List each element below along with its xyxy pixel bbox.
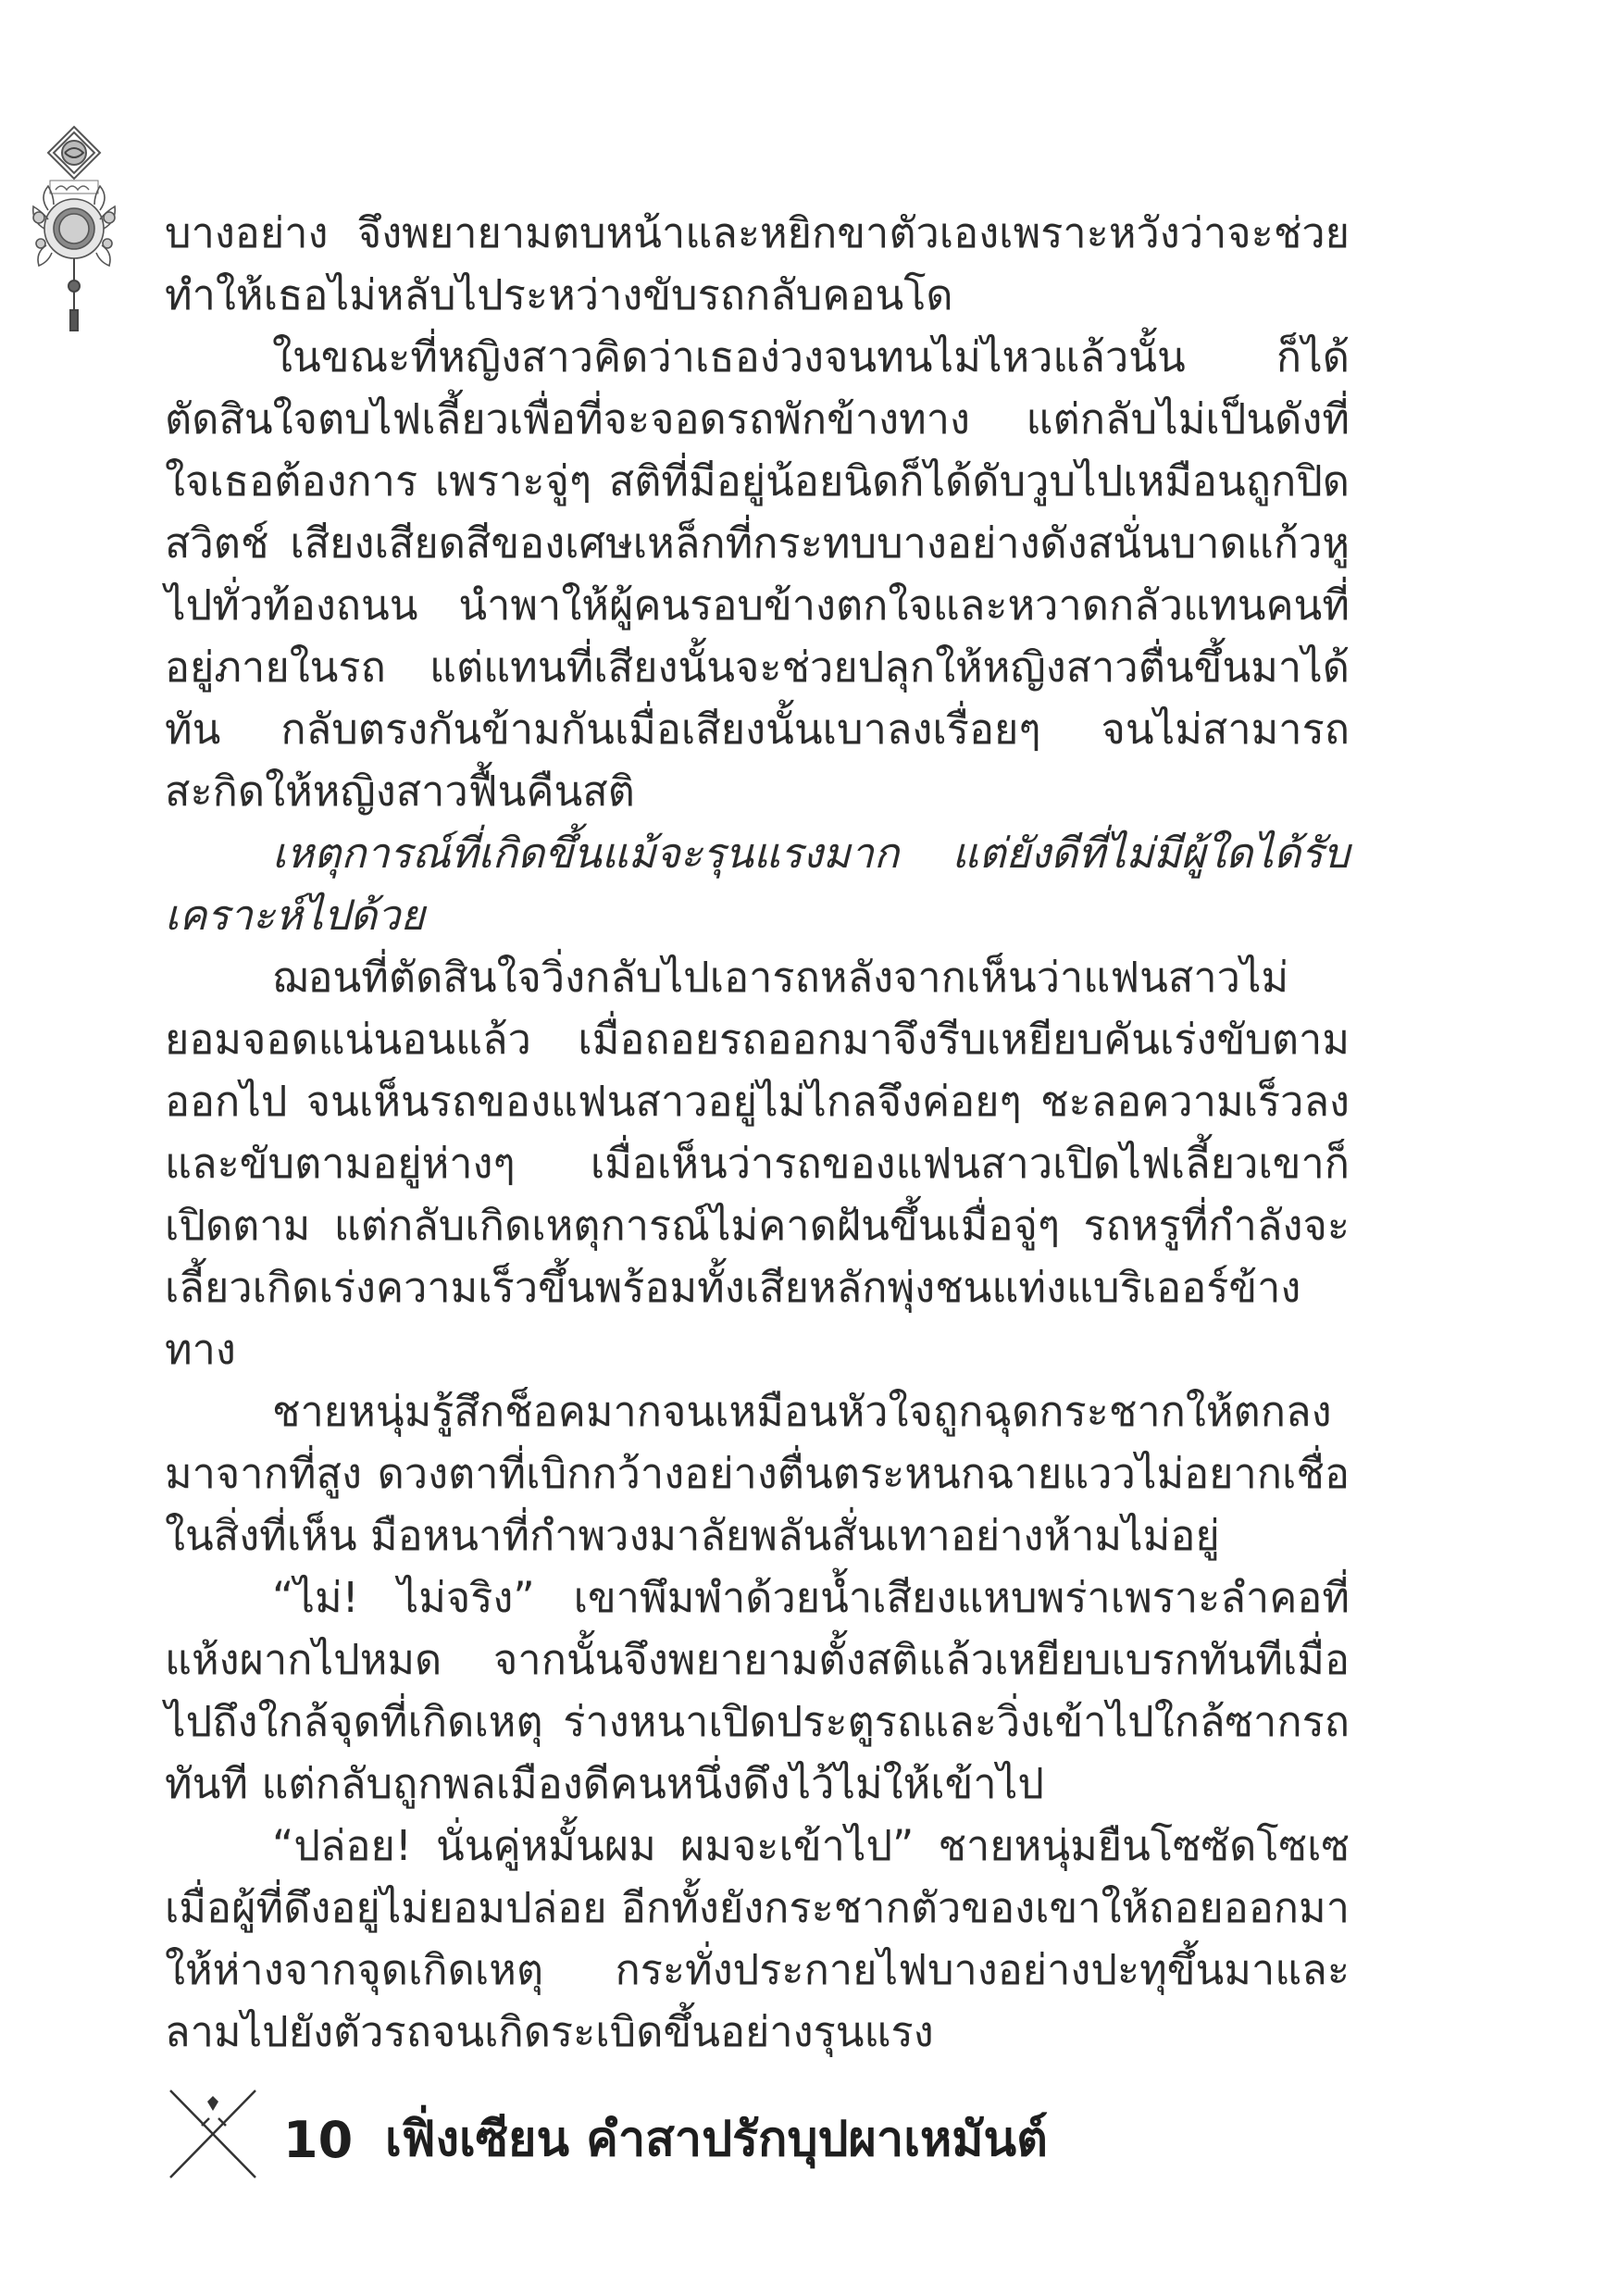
- floral-emblem-icon: [28, 125, 157, 347]
- page-number: 10: [283, 2111, 354, 2169]
- page-footer: [163, 2083, 1181, 2194]
- paragraph-3: เหตุการณ์ที่เกิดขึ้นแม้จะรุนแรงมาก แต่ยังดีที่ไม่มีผู้ใดได้รับเคราะห์ไปด้วย: [165, 829, 1350, 940]
- paragraph-2: ในขณะที่หญิงสาวคิดว่าเธอง่วงจนทนไม่ไหวแล้วนั้น ก็ได้ตัดสินใจตบไฟเลี้ยวเพื่อที่จะจอดรถพักข้างทาง แต่กลับไม่เป็นดังที่ใจเธอต้องการ เพราะจู่ๆ สติที่มีอยู่น้อยนิดก็ได้ดับวูบไปเหมือนถูกปิดสวิตช์ เสียงเสียดสีของเศษเหล็กที่กระทบบางอย่างดังสนั่นบาดแก้วหูไปทั่วท้องถนน นำพาให้ผู้คนรอบข้างตกใจและหวาดกลัวแทนคนที่อยู่ภายในรถ แต่แทนที่เสียงนั้นจะช่วยปลุกให้หญิงสาวตื่นขึ้นมาได้ทัน กลับตรงกันข้ามกันเมื่อเสียงนั้นเบาลงเรื่อยๆ จนไม่สามารถสะกิดให้หญิงสาวฟื้นคืนสติ: [165, 332, 1350, 816]
- body-text: [165, 202, 1350, 2063]
- crossed-swords-icon: [163, 2083, 265, 2185]
- paragraph-5: ชายหนุ่มรู้สึกช็อคมากจนเหมือนหัวใจถูกฉุดกระชากให้ตกลงมาจากที่สูง ดวงตาที่เบิกกว้างอย่างตื่นตระหนกฉายแววไม่อยากเชื่อในสิ่งที่เห็น มือหนาที่กำพวงมาลัยพลันสั่นเทาอย่างห้ามไม่อยู่: [165, 1387, 1350, 1560]
- paragraph-7: “ปล่อย! นั่นคู่หมั้นผม ผมจะเข้าไป” ชายหนุ่มยืนโซซัดโซเซเมื่อผู้ที่ดึงอยู่ไม่ยอมปล่อย อีกทั้งยังกระชากตัวของเขาให้ถอยออกมาให้ห่างจากจุดเกิดเหตุ กระทั่งประกายไฟบางอย่างปะทุขึ้นมาและลามไปยังตัวรถจนเกิดระเบิดขึ้นอย่างรุนแรง: [165, 1821, 1350, 2056]
- paragraph-6: “ไม่! ไม่จริง” เขาพึมพำด้วยน้ำเสียงแหบพร่าเพราะลำคอที่แห้งผากไปหมด จากนั้นจึงพยายามตั้งสติแล้วเหยียบเบรกทันทีเมื่อไปถึงใกล้จุดที่เกิดเหตุ ร่างหนาเปิดประตูรถและวิ่งเข้าไปใกล้ซากรถทันที แต่กลับถูกพลเมืองดีคนหนึ่งดึงไว้ไม่ให้เข้าไป: [165, 1573, 1350, 1808]
- book-title: เฟิ่งเซียน คำสาปรักบุปผาเหมันต์: [385, 2111, 1048, 2167]
- paragraph-1: บางอย่าง จึงพยายามตบหน้าและหยิกขาตัวเองเพราะหวังว่าจะช่วยทำให้เธอไม่หลับไประหว่างขับรถกลับคอนโด: [165, 208, 1350, 319]
- paragraph-4: ฌอนที่ตัดสินใจวิ่งกลับไปเอารถหลังจากเห็นว่าแฟนสาวไม่ยอมจอดแน่นอนแล้ว เมื่อถอยรถออกมาจึงรีบเหยียบคันเร่งขับตามออกไป จนเห็นรถของแฟนสาวอยู่ไม่ไกลจึงค่อยๆ ชะลอความเร็วลงและขับตามอยู่ห่างๆ เมื่อเห็นว่ารถของแฟนสาวเปิดไฟเลี้ยวเขาก็เปิดตาม แต่กลับเกิดเหตุการณ์ไม่คาดฝันขึ้นเมื่อจู่ๆ รถหรูที่กำลังจะเลี้ยวเกิดเร่งความเร็วขึ้นพร้อมทั้งเสียหลักพุ่งชนแท่งแบริเออร์ข้างทาง: [165, 953, 1350, 1374]
